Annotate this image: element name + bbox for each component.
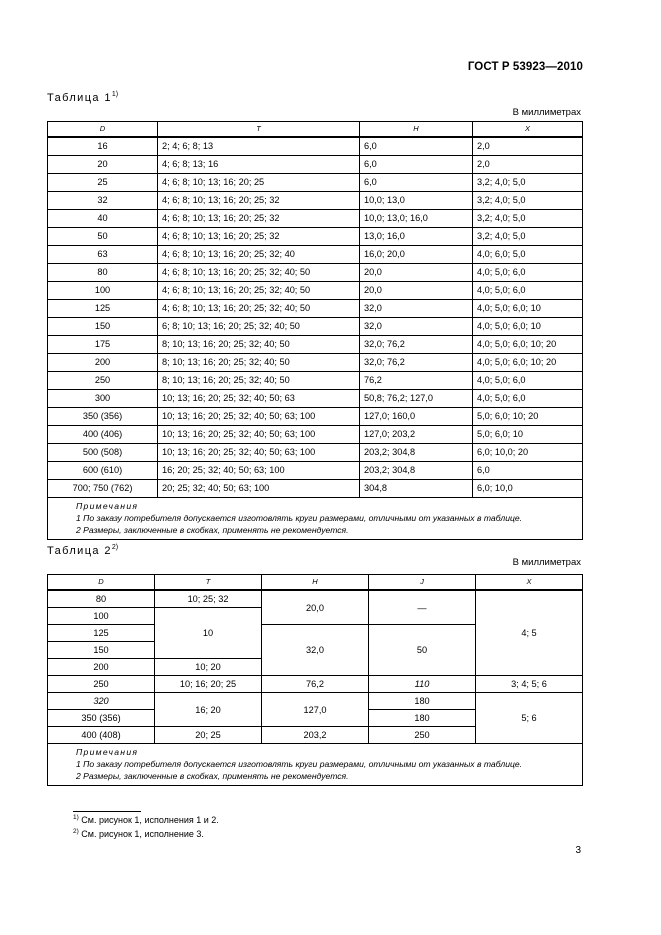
table2-cell-d: 125 (48, 625, 155, 642)
table1-cell-h: 32,0; 76,2 (360, 336, 473, 354)
table1-cell-h: 203,2; 304,8 (360, 462, 473, 480)
table1-cell-d: 50 (48, 228, 158, 246)
table1-cell-d: 150 (48, 318, 158, 336)
table-row (48, 676, 583, 693)
table1-header-x: X (473, 122, 583, 138)
table1-note-1: 1 По заказу потребителя допускается изготовлять круги размерами, отличными от указанных в таблице. (76, 513, 523, 523)
table2-cell-j: 110 (369, 676, 476, 693)
table2-cell-d: 400 (408) (48, 727, 155, 744)
table1-cell-x: 2,0 (473, 156, 583, 174)
table1-cell-x: 4,0; 5,0; 6,0; 10 (473, 300, 583, 318)
table1-cell-t: 8; 10; 13; 16; 20; 25; 32; 40; 50 (158, 354, 360, 372)
table1-cell-h: 127,0; 203,2 (360, 426, 473, 444)
table1-cell-t: 10; 13; 16; 20; 25; 32; 40; 50; 63 (158, 390, 360, 408)
footnote-1-mark: 1) (73, 814, 79, 821)
footnote-2-mark: 2) (73, 828, 79, 835)
table1-cell-x: 4,0; 5,0; 6,0; 10 (473, 318, 583, 336)
table1-cell-x: 3,2; 4,0; 5,0 (473, 228, 583, 246)
table1-notes (48, 498, 583, 540)
table1-cell-x: 2,0 (473, 137, 583, 156)
table1-units: В миллиметрах (512, 107, 581, 118)
table2-notes (48, 744, 583, 786)
table1-cell-d: 20 (48, 156, 158, 174)
table1-cell-x: 6,0; 10,0; 20 (473, 444, 583, 462)
table1-cell-h: 50,8; 76,2; 127,0 (360, 390, 473, 408)
table1-cell-h: 203,2; 304,8 (360, 444, 473, 462)
table1-header-t: T (158, 122, 360, 138)
table-row (48, 318, 583, 336)
table2-cell-d: 100 (48, 608, 155, 625)
table2-cell-d: 80 (48, 590, 155, 608)
table1-cell-h: 13,0; 16,0 (360, 228, 473, 246)
table1-cell-d: 350 (356) (48, 408, 158, 426)
table1-cell-d: 100 (48, 282, 158, 300)
table2-caption-text: Таблица 2 (47, 545, 112, 557)
footnote-1-text: См. рисунок 1, исполнения 1 и 2. (81, 815, 219, 825)
table1-cell-x: 6,0 (473, 462, 583, 480)
table-row (48, 372, 583, 390)
table-row (48, 390, 583, 408)
table1-cell-t: 6; 8; 10; 13; 16; 20; 25; 32; 40; 50 (158, 318, 360, 336)
table1-cell-t: 4; 6; 8; 10; 13; 16; 20; 25 (158, 174, 360, 192)
table1-header-row (48, 122, 583, 138)
table1-cell-d: 250 (48, 372, 158, 390)
table1-cell-d: 63 (48, 246, 158, 264)
table-row (48, 228, 583, 246)
table1-cell-h: 6,0 (360, 174, 473, 192)
document-code: ГОСТ Р 53923—2010 (467, 61, 583, 73)
page-number: 3 (575, 845, 581, 856)
table2-cell-t: 20; 25 (155, 727, 262, 744)
table1-cell-t: 10; 13; 16; 20; 25; 32; 40; 50; 63; 100 (158, 408, 360, 426)
table1-note-2: 2 Размеры, заключенные в скобках, применять не рекомендуется. (76, 525, 349, 535)
table-row (48, 192, 583, 210)
table1-cell-h: 10,0; 13,0; 16,0 (360, 210, 473, 228)
table1-cell-t: 16; 20; 25; 32; 40; 50; 63; 100 (158, 462, 360, 480)
table1-cell-x: 4,0; 6,0; 5,0 (473, 246, 583, 264)
table-row (48, 210, 583, 228)
table1-notes-row (48, 498, 583, 540)
table2-header-x: X (476, 575, 583, 591)
table1-header-d: D (48, 122, 158, 138)
table1-cell-h: 20,0 (360, 264, 473, 282)
table1-cell-t: 4; 6; 8; 13; 16 (158, 156, 360, 174)
table-row (48, 444, 583, 462)
table1-cell-x: 3,2; 4,0; 5,0 (473, 174, 583, 192)
table1-header-h: H (360, 122, 473, 138)
table-row (48, 462, 583, 480)
table1-caption-text: Таблица 1 (47, 92, 112, 104)
table1-cell-h: 32,0 (360, 300, 473, 318)
table1-cell-t: 4; 6; 8; 10; 13; 16; 20; 25; 32; 40; 50 (158, 264, 360, 282)
table1-cell-h: 304,8 (360, 480, 473, 498)
table2-cell-d: 320 (48, 693, 155, 710)
table1-cell-d: 25 (48, 174, 158, 192)
table2-cell-t: 10 (155, 608, 262, 659)
table1-cell-h: 127,0; 160,0 (360, 408, 473, 426)
table1-cell-x: 4,0; 5,0; 6,0 (473, 282, 583, 300)
table2-cell-j: 180 (369, 693, 476, 710)
table-row (48, 336, 583, 354)
table2-cell-t: 10; 20 (155, 659, 262, 676)
table1-cell-d: 600 (610) (48, 462, 158, 480)
table1-cell-d: 40 (48, 210, 158, 228)
table1-cell-t: 4; 6; 8; 10; 13; 16; 20; 25; 32; 40 (158, 246, 360, 264)
table1-cell-h: 10,0; 13,0 (360, 192, 473, 210)
table2-cell-d: 250 (48, 676, 155, 693)
table1-cell-h: 16,0; 20,0 (360, 246, 473, 264)
table1-cell-t: 8; 10; 13; 16; 20; 25; 32; 40; 50 (158, 372, 360, 390)
table2-cell-h: 20,0 (262, 590, 369, 625)
table1-cell-t: 8; 10; 13; 16; 20; 25; 32; 40; 50 (158, 336, 360, 354)
table2-cell-x: 3; 4; 5; 6 (476, 676, 583, 693)
table1-cell-h: 20,0 (360, 282, 473, 300)
table2-notes-row (48, 744, 583, 786)
table1-cell-t: 10; 13; 16; 20; 25; 32; 40; 50; 63; 100 (158, 426, 360, 444)
table1-cell-h: 32,0; 76,2 (360, 354, 473, 372)
table-row (48, 480, 583, 498)
table1-cell-d: 400 (406) (48, 426, 158, 444)
table1-cell-t: 20; 25; 32; 40; 50; 63; 100 (158, 480, 360, 498)
table1-cell-x: 5,0; 6,0; 10 (473, 426, 583, 444)
table2-caption (47, 544, 118, 557)
table2-cell-d: 150 (48, 642, 155, 659)
table2-cell-j: — (369, 590, 476, 625)
table1-cell-t: 4; 6; 8; 10; 13; 16; 20; 25; 32 (158, 210, 360, 228)
table1-cell-d: 16 (48, 137, 158, 156)
table2-cell-h: 203,2 (262, 727, 369, 744)
table-row (48, 246, 583, 264)
table2-note-1: 1 По заказу потребителя допускается изготовлять круги размерами, отличными от указанных в таблице. (76, 759, 523, 769)
table2-cell-h: 32,0 (262, 625, 369, 676)
table1-cell-x: 3,2; 4,0; 5,0 (473, 192, 583, 210)
table-row (48, 300, 583, 318)
table2-cell-x: 4; 5 (476, 590, 583, 676)
table2-units: В миллиметрах (512, 557, 581, 568)
table-row (48, 156, 583, 174)
footnote-1 (73, 814, 219, 825)
table2-header-j: J (369, 575, 476, 591)
table2-cell-t: 16; 20 (155, 693, 262, 727)
table1-cell-x: 4,0; 5,0; 6,0; 10; 20 (473, 354, 583, 372)
table2 (47, 574, 583, 786)
table1-cell-x: 4,0; 5,0; 6,0 (473, 372, 583, 390)
table2-header-t: T (155, 575, 262, 591)
table1-cell-t: 10; 13; 16; 20; 25; 32; 40; 50; 63; 100 (158, 444, 360, 462)
table2-cell-h: 76,2 (262, 676, 369, 693)
table2-cell-t: 10; 16; 20; 25 (155, 676, 262, 693)
table1-cell-x: 5,0; 6,0; 10; 20 (473, 408, 583, 426)
table1-cell-d: 80 (48, 264, 158, 282)
table1-cell-d: 200 (48, 354, 158, 372)
table1-cell-t: 4; 6; 8; 10; 13; 16; 20; 25; 32; 40; 50 (158, 300, 360, 318)
table-row (48, 137, 583, 156)
footnote-2-text: См. рисунок 1, исполнение 3. (81, 829, 204, 839)
table1-body (48, 137, 583, 498)
table1-cell-d: 125 (48, 300, 158, 318)
table1-cell-h: 32,0 (360, 318, 473, 336)
table1-caption (47, 91, 118, 104)
table2-header-row (48, 575, 583, 591)
table1-cell-d: 700; 750 (762) (48, 480, 158, 498)
table2-cell-j: 180 (369, 710, 476, 727)
table-row (48, 590, 583, 608)
table2-cell-x: 5; 6 (476, 693, 583, 744)
table1-cell-x: 4,0; 5,0; 6,0 (473, 390, 583, 408)
table1-cell-d: 500 (508) (48, 444, 158, 462)
table2-cell-t: 10; 25; 32 (155, 590, 262, 608)
table2-header-h: H (262, 575, 369, 591)
table2-cell-h: 127,0 (262, 693, 369, 727)
table1-cell-t: 4; 6; 8; 10; 13; 16; 20; 25; 32; 40; 50 (158, 282, 360, 300)
table1-cell-h: 6,0 (360, 156, 473, 174)
table2-cell-d: 200 (48, 659, 155, 676)
table2-cell-j: 50 (369, 625, 476, 676)
table-row (48, 354, 583, 372)
table2-cell-j: 250 (369, 727, 476, 744)
table-row (48, 408, 583, 426)
footnote-separator (73, 811, 141, 812)
table1-cell-t: 4; 6; 8; 10; 13; 16; 20; 25; 32 (158, 192, 360, 210)
table1-cell-h: 6,0 (360, 137, 473, 156)
footnote-2 (73, 828, 204, 839)
table2-header-d: D (48, 575, 155, 591)
table1-cell-d: 300 (48, 390, 158, 408)
table2-caption-footnote-mark: 2) (111, 544, 119, 551)
table1-cell-t: 4; 6; 8; 10; 13; 16; 20; 25; 32 (158, 228, 360, 246)
table1-cell-x: 4,0; 5,0; 6,0; 10; 20 (473, 336, 583, 354)
table1-cell-x: 4,0; 5,0; 6,0 (473, 264, 583, 282)
table2-notes-heading: Примечания (76, 747, 139, 757)
table1-cell-x: 3,2; 4,0; 5,0 (473, 210, 583, 228)
table1-cell-d: 175 (48, 336, 158, 354)
table1-caption-footnote-mark: 1) (111, 91, 119, 98)
table1 (47, 121, 583, 540)
table1-cell-h: 76,2 (360, 372, 473, 390)
table2-cell-d: 350 (356) (48, 710, 155, 727)
table1-cell-x: 6,0; 10,0 (473, 480, 583, 498)
table-row (48, 264, 583, 282)
table-row (48, 693, 583, 710)
table1-cell-t: 2; 4; 6; 8; 13 (158, 137, 360, 156)
table2-note-2: 2 Размеры, заключенные в скобках, применять не рекомендуется. (76, 771, 349, 781)
table-row (48, 426, 583, 444)
table-row (48, 174, 583, 192)
table1-notes-heading: Примечания (76, 501, 139, 511)
table1-cell-d: 32 (48, 192, 158, 210)
table-row (48, 282, 583, 300)
